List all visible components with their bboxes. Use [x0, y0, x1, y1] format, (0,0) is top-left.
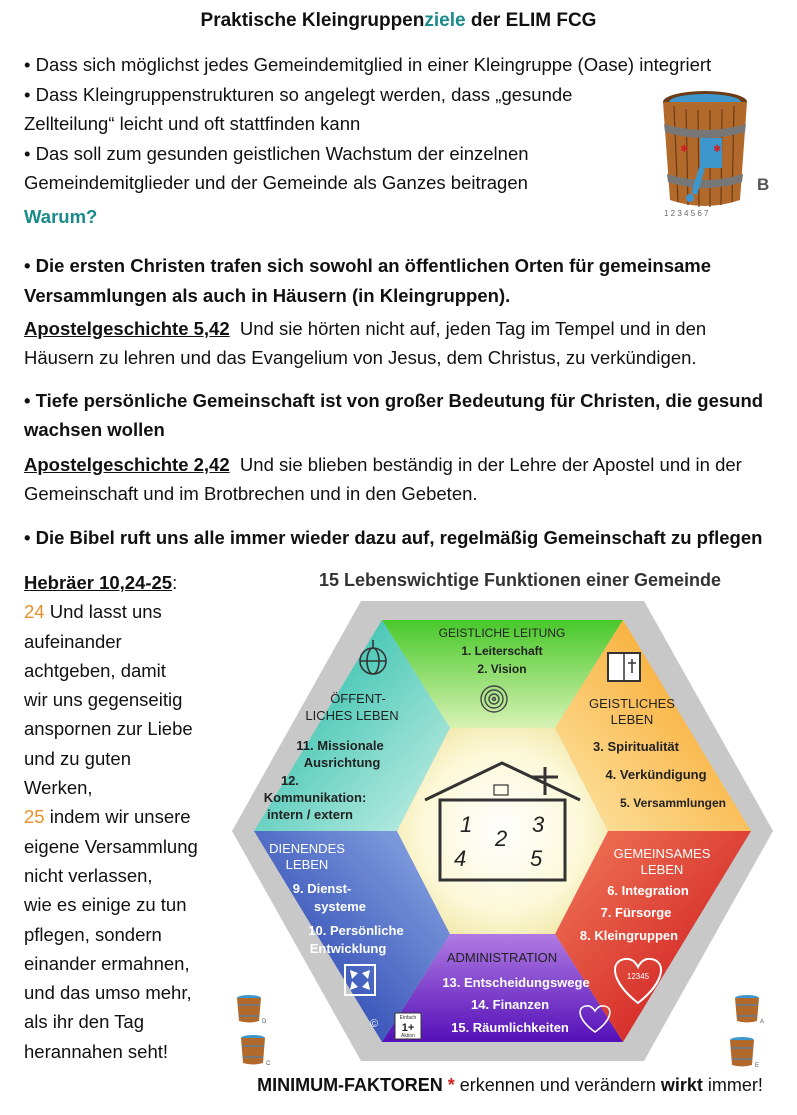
bottom-item-3: 15. Räumlichkeiten [451, 1020, 569, 1035]
bullet-line-5: Gemeindemitglieder und der Gemeinde als Ganzes beitragen [24, 172, 528, 193]
bullet-line-1: • Dass sich möglichst jedes Gemeindemitglied in einer Kleingruppe (Oase) integriert [24, 54, 712, 75]
hebrews-column [24, 568, 254, 1066]
left-bottom-heading-2: LEBEN [285, 857, 329, 872]
barrel-numbers: 1 2 3 4 5 6 7 [664, 209, 709, 218]
verse25-text-0: indem wir unsere [49, 806, 191, 828]
right-top-item-3: 5. Versammlungen [619, 796, 727, 810]
verse25-line1 [24, 802, 254, 831]
verse25-number: 25 [24, 806, 45, 828]
badge-line-3: Aktion [401, 1033, 415, 1039]
left-top-heading-1: ÖFFENT- [330, 691, 386, 706]
footer-part4: immer! [702, 1075, 763, 1095]
verse2-text1: Und sie blieben beständig in der Lehre der Apostel und in der [229, 454, 742, 475]
verse2-ref: Apostelgeschichte 2,42 [24, 454, 230, 475]
footer-line [230, 1075, 790, 1096]
svg-text:✱: ✱ [680, 144, 689, 155]
warum-heading: Warum? [24, 206, 98, 227]
small-barrel-a-letter: A [760, 1019, 765, 1025]
title-highlight: ziele [424, 10, 466, 31]
verse1-line2: Häusern zu lehren und das Evangelium von Jesus, dem Christus, zu verkündigen. [24, 347, 697, 368]
hexagon-diagram [230, 595, 775, 1065]
right-top-item-2: 4. Verkündigung [605, 767, 707, 782]
page-title [0, 10, 797, 32]
verse24-text-5: und zu guten [24, 747, 131, 769]
right-top-heading-1: GEISTLICHES [589, 696, 675, 711]
verse25-text-2: nicht verlassen, [24, 864, 153, 886]
left-bottom-heading-1: DIENENDES [269, 841, 345, 856]
verse25-text-1: eigene Versammlung [24, 835, 198, 857]
verse25-text-3: wie es einige zu tun [24, 894, 187, 916]
title-part3: der ELIM FCG [465, 10, 597, 31]
house-number-2: 2 [495, 826, 508, 851]
left-bottom-item-3: 10. Persönliche [308, 923, 404, 938]
verse25-text-7: als ihr den Tag [24, 1011, 144, 1033]
bible-icon [608, 653, 640, 681]
verse24-number: 24 [24, 601, 45, 623]
right-bottom-heading-1: GEMEINSAMES [613, 846, 711, 861]
hebrews-colon: : [172, 572, 178, 593]
verse25-text-5: einander ermahnen, [24, 952, 190, 974]
verse2-line2: Gemeinschaft und im Brotbrechen und in den Gebeten. [24, 483, 478, 504]
bottom-item-2: 14. Finanzen [470, 997, 550, 1012]
right-bottom-item-1: 6. Integration [607, 883, 689, 898]
diagram-title: 15 Lebenswichtige Funktionen einer Gemeinde [318, 570, 722, 590]
small-barrel-c-icon [238, 1033, 274, 1067]
hebrews-ref: Hebräer 10,24-25 [24, 572, 173, 593]
verse24-text-4: anspornen zur Liebe [24, 718, 193, 740]
small-barrel-d-letter: D [262, 1019, 267, 1025]
bullet-line-3: Zellteilung“ leicht und oft stattfinden kann [24, 113, 361, 134]
verse24-text-3: wir uns gegenseitig [24, 689, 183, 711]
bottom-heading: ADMINISTRATION [446, 950, 558, 965]
verse24-text-0: Und lasst uns [49, 601, 162, 623]
small-barrel-a-icon [732, 993, 768, 1025]
top-item-2: 2. Vision [477, 662, 527, 676]
verse24-text-1: aufeinander [24, 630, 122, 652]
footer-part3: wirkt [660, 1075, 703, 1095]
point1-line1: • Die ersten Christen trafen sich sowohl an öffentlichen Orten für gemeinsame [24, 255, 712, 276]
small-barrel-e-icon [727, 1035, 763, 1069]
small-barrel-e-letter: E [755, 1063, 760, 1069]
bullet-line-4: • Das soll zum gesunden geistlichen Wachstum der einzelnen [24, 143, 529, 164]
svg-text:✱: ✱ [713, 144, 722, 155]
left-bottom-item-1: 9. Dienst- [292, 881, 352, 896]
house-number-3: 3 [532, 812, 545, 837]
barrel-icon [650, 82, 780, 222]
footer-part2: erkennen und verändern [459, 1075, 661, 1095]
verse1-line1 [24, 317, 706, 341]
verse25-text-8: herannahen seht! [24, 1040, 169, 1062]
badge-line-1: Einfach [399, 1015, 417, 1021]
verse2-line1 [24, 453, 742, 477]
hebrews-ref-line [24, 568, 254, 597]
point2-line1: • Tiefe persönliche Gemeinschaft ist von großer Bedeutung für Christen, die gesund [24, 390, 764, 411]
point1-line2: Versammlungen als auch in Häusern (in Kleingruppen). [24, 285, 511, 306]
right-top-heading-2: LEBEN [610, 712, 654, 727]
verse24-text-2: achtgeben, damit [24, 659, 166, 681]
right-top-item-1: 3. Spiritualität [593, 739, 679, 754]
right-bottom-heading-2: LEBEN [640, 862, 684, 877]
top-heading: GEISTLICHE LEITUNG [438, 626, 566, 640]
title-part1: Praktische Kleingruppen [200, 10, 425, 31]
verse1-text1: Und sie hörten nicht auf, jeden Tag im Tempel und in den [229, 318, 707, 339]
verse25-text-4: pflegen, sondern [24, 923, 162, 945]
point3-line: • Die Bibel ruft uns alle immer wieder dazu auf, regelmäßig Gemeinschaft zu pflegen [24, 527, 763, 548]
left-top-heading-2: LICHES LEBEN [305, 708, 399, 723]
right-bottom-item-2: 7. Fürsorge [600, 905, 672, 920]
copyright-mark: © [370, 1018, 379, 1030]
left-top-item-5: intern / extern [267, 807, 353, 822]
verse25-text-6: und das umso mehr, [24, 982, 192, 1004]
badge-line-2: 1+ [401, 1022, 415, 1034]
left-top-item-4: Kommunikation: [263, 790, 367, 805]
left-top-item-3: 12. [280, 773, 300, 788]
top-item-1: 1. Leiterschaft [461, 644, 543, 658]
house-number-1: 1 [460, 812, 473, 837]
right-bottom-item-3: 8. Kleingruppen [579, 928, 679, 943]
barrel-letter: B [757, 175, 770, 194]
verse24-text-6: Werken, [24, 777, 93, 799]
small-barrel-d-icon [234, 993, 270, 1025]
footer-star: * [442, 1075, 460, 1095]
verse24-line1 [24, 597, 254, 626]
bullet-line-2: • Dass Kleingruppenstrukturen so angelegt werden, dass „gesunde [24, 84, 573, 105]
left-top-item-2: Ausrichtung [303, 755, 381, 770]
left-bottom-item-2: systeme [313, 899, 367, 914]
house-number-4: 4 [454, 846, 467, 871]
point2-line2: wachsen wollen [24, 419, 165, 440]
footer-part1: MINIMUM-FAKTOREN [257, 1075, 443, 1095]
bottom-item-1: 13. Entscheidungswege [442, 975, 590, 990]
left-bottom-item-4: Entwicklung [309, 941, 387, 956]
house-number-5: 5 [530, 846, 543, 871]
heart-label: 12345 [626, 972, 650, 981]
small-barrel-c-letter: C [266, 1061, 271, 1067]
verse1-ref: Apostelgeschichte 5,42 [24, 318, 230, 339]
left-top-item-1: 11. Missionale [296, 738, 384, 753]
